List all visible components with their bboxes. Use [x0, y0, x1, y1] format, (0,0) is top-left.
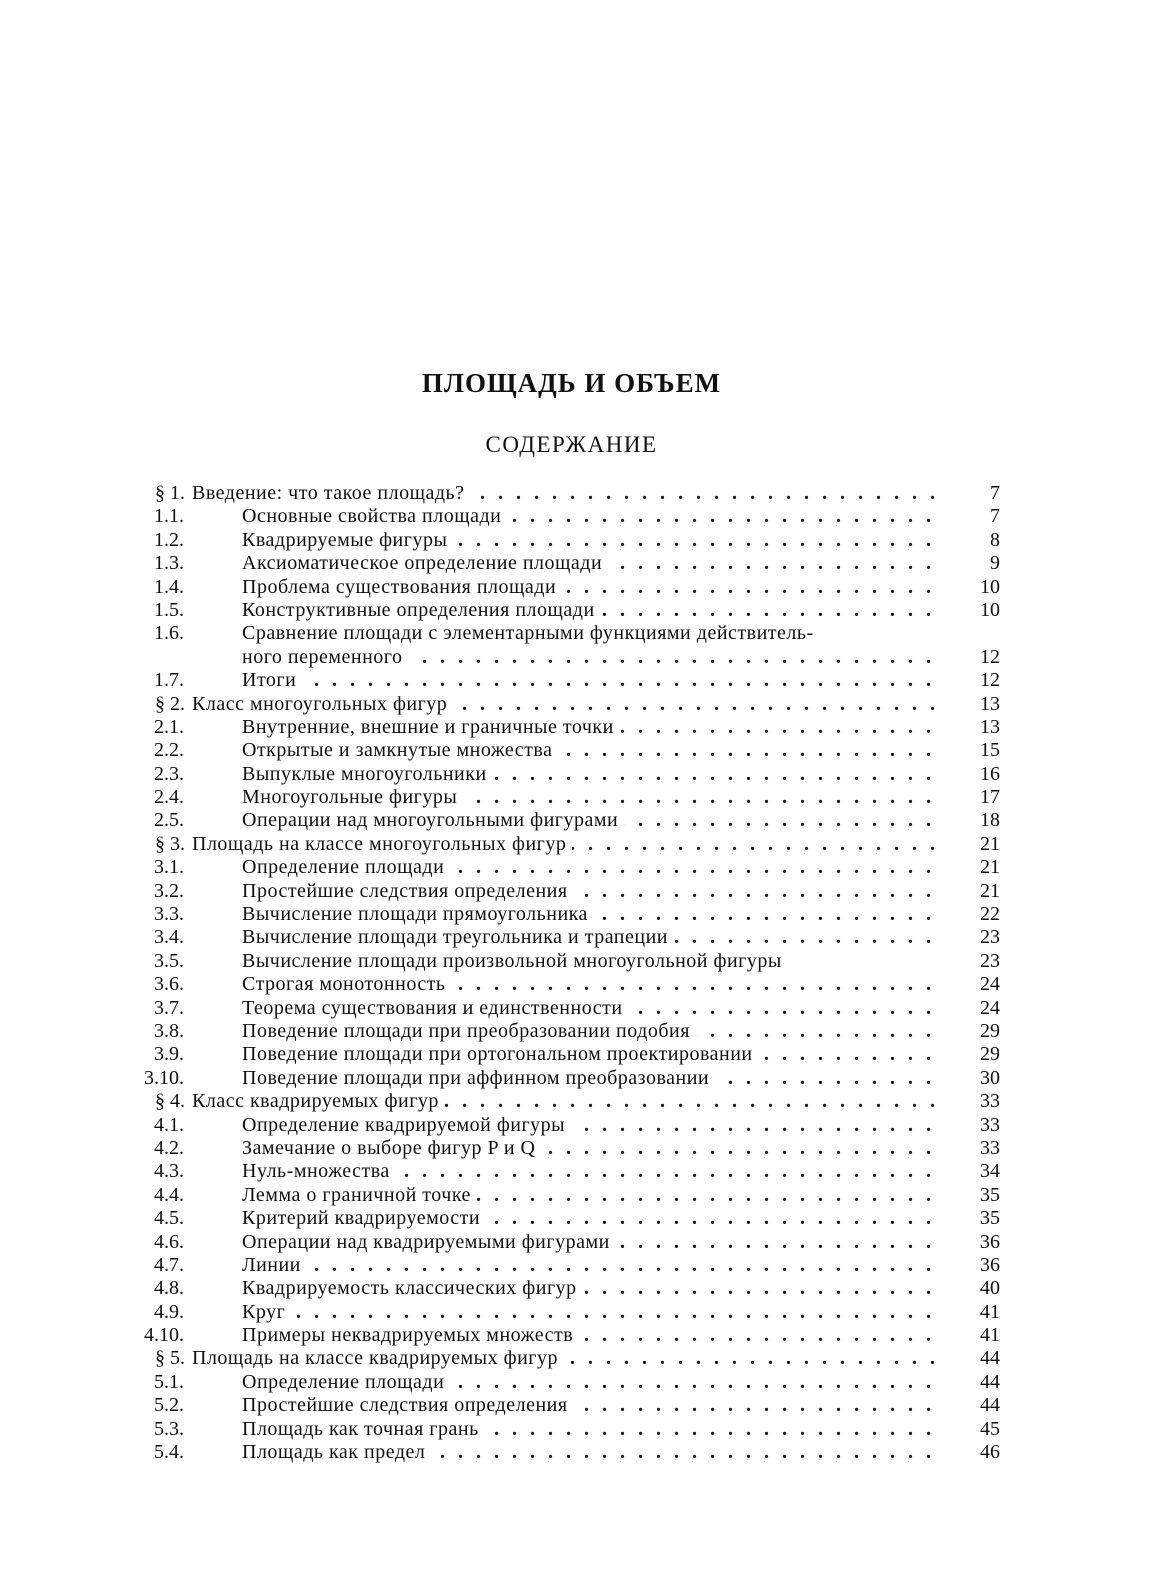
toc-entry-number: 5.2. [154, 1394, 184, 1417]
toc-entry[interactable] [132, 1418, 1000, 1441]
toc-entry-number: 3.3. [154, 903, 184, 926]
toc-entry-page: 34 [980, 1160, 1000, 1183]
toc-entry-title: Многоугольные фигуры [242, 786, 463, 808]
toc-entry-title: Определение площади [242, 856, 450, 878]
toc-entry-number: 4.7. [154, 1253, 184, 1276]
toc-entry-number: § 1. [155, 482, 185, 504]
toc-entry-number: 4.2. [154, 1136, 184, 1159]
book-title: ПЛОЩАДЬ И ОБЪЕМ [421, 368, 722, 398]
toc-entry-title-line [242, 1301, 942, 1324]
toc-entry-title-line [242, 1277, 942, 1300]
toc-entry-title: Площадь как предел [242, 1441, 431, 1463]
toc-entry-title: Основные свойства площади [242, 505, 507, 527]
toc-entry-page: 29 [980, 1043, 1000, 1066]
toc-entry-title: Линии [242, 1254, 307, 1276]
toc-entry[interactable] [132, 505, 1000, 528]
toc-entry-title: Квадрируемость классических фигур [242, 1277, 583, 1299]
table-of-contents [132, 482, 1000, 1464]
toc-entry-number: 2.3. [154, 762, 184, 785]
toc-entry-number: § 3. [155, 832, 185, 855]
toc-entry-title: Простейшие следствия определения [242, 880, 574, 902]
toc-entry-title-line [242, 997, 942, 1020]
toc-entry[interactable] [132, 1301, 1000, 1324]
toc-entry-number: 5.4. [154, 1441, 184, 1464]
toc-entry-title-line [242, 646, 942, 669]
toc-entry-number: 4.3. [154, 1160, 184, 1183]
toc-entry-title-line [242, 716, 942, 739]
toc-entry-title: Квадрируемые фигуры [242, 529, 453, 551]
toc-entry-title-line [242, 1441, 942, 1464]
toc-entry-number: 3.2. [154, 879, 184, 902]
toc-entry-title: Внутренние, внешние и граничные точки [242, 716, 620, 738]
toc-entry-title-line [242, 1067, 942, 1090]
toc-entry-title: Введение: что такое площадь? [192, 482, 471, 504]
toc-entry[interactable] [132, 739, 1000, 762]
toc-entry-page: 9 [990, 552, 1000, 575]
toc-entry-page: 36 [980, 1230, 1000, 1253]
toc-entry-title: Поведение площади при преобразовании подобия [242, 1020, 696, 1042]
toc-entry[interactable] [132, 1137, 1000, 1160]
toc-entry[interactable] [132, 763, 1000, 786]
toc-entry-title-line [242, 1254, 942, 1277]
toc-entry-title-line [192, 693, 942, 716]
toc-entry-title-line [242, 1231, 942, 1254]
toc-entry-number: 5.1. [154, 1370, 184, 1393]
toc-entry-title-line [242, 1324, 942, 1347]
toc-section-entry[interactable] [132, 482, 1000, 505]
toc-entry-title-line [192, 833, 942, 856]
toc-entry-page: 46 [980, 1441, 1000, 1464]
toc-entry-title-line [242, 1137, 942, 1160]
toc-entry-number: 4.10. [144, 1324, 184, 1347]
toc-entry[interactable] [132, 1441, 1000, 1464]
toc-entry[interactable] [132, 1394, 1000, 1417]
toc-entry-number: 1.7. [154, 669, 184, 692]
toc-entry-number: 1.5. [154, 598, 184, 621]
toc-entry-title-line [242, 599, 942, 622]
toc-entry-page: 21 [980, 856, 1000, 879]
toc-entry-number: 3.8. [154, 1019, 184, 1042]
toc-entry-number: 1.6. [154, 622, 184, 645]
toc-entry-number: 1.3. [154, 552, 184, 575]
toc-entry-page: 12 [980, 645, 1000, 668]
toc-entry-page: 40 [980, 1277, 1000, 1300]
toc-entry-number: 3.1. [154, 856, 184, 879]
toc-entry-page: 21 [980, 832, 1000, 855]
toc-entry-title-line [242, 1371, 942, 1394]
toc-entry-page: 41 [980, 1300, 1000, 1323]
toc-entry-title: Площадь как точная грань [242, 1418, 485, 1440]
toc-entry-title-line [242, 669, 942, 692]
toc-entry-number: 3.10. [144, 1066, 184, 1089]
toc-entry-title: Вычисление площади треугольника и трапеции [242, 926, 674, 948]
toc-entry-number: 4.1. [154, 1113, 184, 1136]
toc-entry-title-line [192, 1090, 942, 1113]
toc-entry-number: 2.4. [154, 786, 184, 809]
toc-entry-title-line [242, 763, 942, 786]
toc-entry-page: 13 [980, 715, 1000, 738]
toc-entry-title-line [242, 1020, 942, 1043]
toc-section-entry[interactable] [132, 833, 1000, 856]
toc-entry-title: Строгая монотонность [242, 973, 452, 995]
toc-entry-number: 3.5. [154, 949, 184, 972]
toc-entry-number: 3.7. [154, 996, 184, 1019]
toc-entry[interactable] [132, 926, 1000, 949]
toc-entry[interactable] [132, 880, 1000, 903]
toc-entry-number: 1.1. [154, 505, 184, 528]
toc-entry[interactable] [132, 1324, 1000, 1347]
toc-entry-title: Определение квадрируемой фигуры [242, 1114, 571, 1136]
toc-entry-page: 7 [990, 505, 1000, 528]
toc-entry-title: Круг [242, 1301, 291, 1323]
toc-entry-number: 5.3. [154, 1417, 184, 1440]
toc-entry-page: 21 [980, 879, 1000, 902]
toc-entry-title: Сравнение площади с элементарными функциями действитель- [242, 622, 820, 644]
toc-entry-title: Операции над многоугольными фигурами [242, 809, 624, 831]
toc-entry-title: ного переменного [242, 646, 409, 668]
toc-entry-number: 1.2. [154, 528, 184, 551]
toc-entry-page: 33 [980, 1113, 1000, 1136]
toc-entry-title: Вычисление площади произвольной многоугольной фигуры [242, 950, 788, 972]
toc-entry-title: Критерий квадрируемости [242, 1207, 486, 1229]
toc-entry[interactable] [132, 669, 1000, 692]
toc-entry[interactable] [132, 1067, 1000, 1090]
toc-entry-title-line [242, 1184, 942, 1207]
toc-entry-page: 8 [990, 528, 1000, 551]
toc-entry-number: 4.6. [154, 1230, 184, 1253]
toc-entry-title-line [242, 622, 960, 645]
toc-entry-title: Поведение площади при аффинном преобразовании [242, 1067, 715, 1089]
toc-entry-title-line [242, 552, 942, 575]
toc-entry-title-line [242, 1418, 942, 1441]
toc-entry-page: 24 [980, 996, 1000, 1019]
toc-entry-number: 2.5. [154, 809, 184, 832]
toc-entry[interactable] [132, 856, 1000, 879]
toc-entry-page: 30 [980, 1066, 1000, 1089]
toc-entry-title: Операции над квадрируемыми фигурами [242, 1231, 616, 1253]
toc-entry-title: Простейшие следствия определения [242, 1394, 574, 1416]
toc-entry-title: Класс многоугольных фигур [192, 693, 453, 715]
toc-entry-number: 3.4. [154, 926, 184, 949]
toc-entry-number: § 5. [155, 1347, 185, 1370]
toc-entry[interactable] [132, 950, 1000, 973]
toc-entry-page: 12 [980, 669, 1000, 692]
toc-entry[interactable] [132, 622, 1000, 645]
toc-entry-title: Теорема существования и единственности [242, 997, 629, 1019]
toc-entry-title-line [242, 529, 942, 552]
toc-entry-number: 4.9. [154, 1300, 184, 1323]
toc-entry-title-line [192, 1347, 942, 1370]
toc-entry-title-line [242, 880, 942, 903]
toc-entry-title-line [242, 1114, 942, 1137]
toc-entry-title: Замечание о выборе фигур P и Q [242, 1137, 541, 1159]
toc-entry-title: Поведение площади при ортогональном проектировании [242, 1043, 759, 1065]
toc-entry-title-line [242, 1043, 942, 1066]
toc-entry-page: 17 [980, 786, 1000, 809]
toc-entry-title: Выпуклые многоугольники [242, 763, 493, 785]
toc-entry-page: 15 [980, 739, 1000, 762]
toc-entry-page: 45 [980, 1417, 1000, 1440]
toc-entry-title: Лемма о граничной точке [242, 1184, 477, 1206]
toc-entry[interactable] [132, 809, 1000, 832]
toc-entry-page: 22 [980, 903, 1000, 926]
toc-entry-title: Площадь на классе квадрируемых фигур [192, 1347, 564, 1369]
toc-entry-number: 2.2. [154, 739, 184, 762]
toc-entry[interactable] [132, 1020, 1000, 1043]
toc-entry-page: 44 [980, 1394, 1000, 1417]
toc-entry[interactable] [132, 552, 1000, 575]
toc-entry-number: § 4. [155, 1090, 185, 1113]
toc-entry[interactable] [132, 1277, 1000, 1300]
toc-entry-title: Проблема существования площади [242, 576, 562, 598]
toc-entry[interactable] [132, 716, 1000, 739]
toc-entry-number: 4.8. [154, 1277, 184, 1300]
toc-entry[interactable] [132, 599, 1000, 622]
toc-entry-title-line [242, 809, 942, 832]
toc-entry[interactable] [132, 1184, 1000, 1207]
toc-entry-page: 29 [980, 1019, 1000, 1042]
toc-entry-number: 1.4. [154, 575, 184, 598]
toc-entry-page: 10 [980, 575, 1000, 598]
toc-entry-title-line [242, 739, 942, 762]
toc-entry[interactable] [132, 1114, 1000, 1137]
toc-section-entry[interactable] [132, 1347, 1000, 1370]
toc-entry-title-line [242, 1160, 942, 1183]
toc-entry-page: 7 [990, 482, 1000, 504]
toc-entry-title-line [242, 786, 942, 809]
toc-entry-title: Класс квадрируемых фигур [192, 1090, 445, 1112]
toc-entry-page: 16 [980, 762, 1000, 785]
toc-entry[interactable] [132, 1043, 1000, 1066]
toc-entry-page: 35 [980, 1207, 1000, 1230]
toc-section-entry[interactable] [132, 1090, 1000, 1113]
toc-entry-title: Площадь на классе многоугольных фигур [192, 833, 572, 855]
toc-entry-title: Аксиоматическое определение площади [242, 552, 608, 574]
toc-entry-title-line [242, 926, 942, 949]
toc-entry-page: 41 [980, 1324, 1000, 1347]
toc-entry-number: 4.5. [154, 1207, 184, 1230]
toc-entry-title-line [242, 505, 942, 528]
toc-entry-title-line [242, 576, 942, 599]
toc-entry-title: Примеры неквадрируемых множеств [242, 1324, 579, 1346]
toc-entry-number: 4.4. [154, 1183, 184, 1206]
toc-entry-title: Итоги [242, 669, 302, 691]
toc-entry[interactable] [132, 1254, 1000, 1277]
toc-entry-number: § 2. [155, 692, 185, 715]
toc-entry[interactable] [132, 997, 1000, 1020]
toc-entry-page: 36 [980, 1253, 1000, 1276]
toc-entry[interactable] [132, 1231, 1000, 1254]
toc-entry[interactable] [132, 903, 1000, 926]
toc-entry-title: Определение площади [242, 1371, 450, 1393]
toc-entry-title: Открытые и замкнутые множества [242, 739, 558, 761]
toc-entry[interactable] [132, 973, 1000, 996]
toc-entry-number: 2.1. [154, 715, 184, 738]
toc-entry[interactable] [132, 646, 1000, 669]
toc-entry-title: Нуль-множества [242, 1160, 396, 1182]
toc-entry-title-line [242, 903, 942, 926]
toc-entry-page: 35 [980, 1183, 1000, 1206]
toc-entry[interactable] [132, 529, 1000, 552]
toc-entry-page: 23 [980, 949, 1000, 972]
toc-entry[interactable] [132, 1371, 1000, 1394]
toc-entry-page: 18 [980, 809, 1000, 832]
toc-section-entry[interactable] [132, 693, 1000, 716]
toc-entry-title: Вычисление площади прямоугольника [242, 903, 594, 925]
toc-entry-page: 13 [980, 692, 1000, 715]
toc-entry-title-line [242, 1394, 942, 1417]
toc-entry-title-line [242, 1207, 942, 1230]
toc-entry-page: 44 [980, 1347, 1000, 1370]
toc-entry-number: 3.6. [154, 973, 184, 996]
contents-heading: СОДЕРЖАНИЕ [485, 432, 658, 457]
toc-entry[interactable] [132, 1160, 1000, 1183]
toc-entry-page: 24 [980, 973, 1000, 996]
toc-entry[interactable] [132, 576, 1000, 599]
toc-entry[interactable] [132, 786, 1000, 809]
toc-entry-page: 44 [980, 1370, 1000, 1393]
toc-entry-title-line [242, 950, 942, 973]
toc-entry-title: Конструктивные определения площади [242, 599, 601, 621]
toc-entry-title-line [242, 973, 942, 996]
toc-entry[interactable] [132, 1207, 1000, 1230]
toc-entry-title-line [242, 856, 942, 879]
toc-entry-page: 33 [980, 1136, 1000, 1159]
toc-entry-number: 3.9. [154, 1043, 184, 1066]
toc-entry-title-line [192, 482, 942, 505]
toc-entry-page: 23 [980, 926, 1000, 949]
toc-entry-page: 10 [980, 598, 1000, 621]
toc-entry-page: 33 [980, 1090, 1000, 1113]
